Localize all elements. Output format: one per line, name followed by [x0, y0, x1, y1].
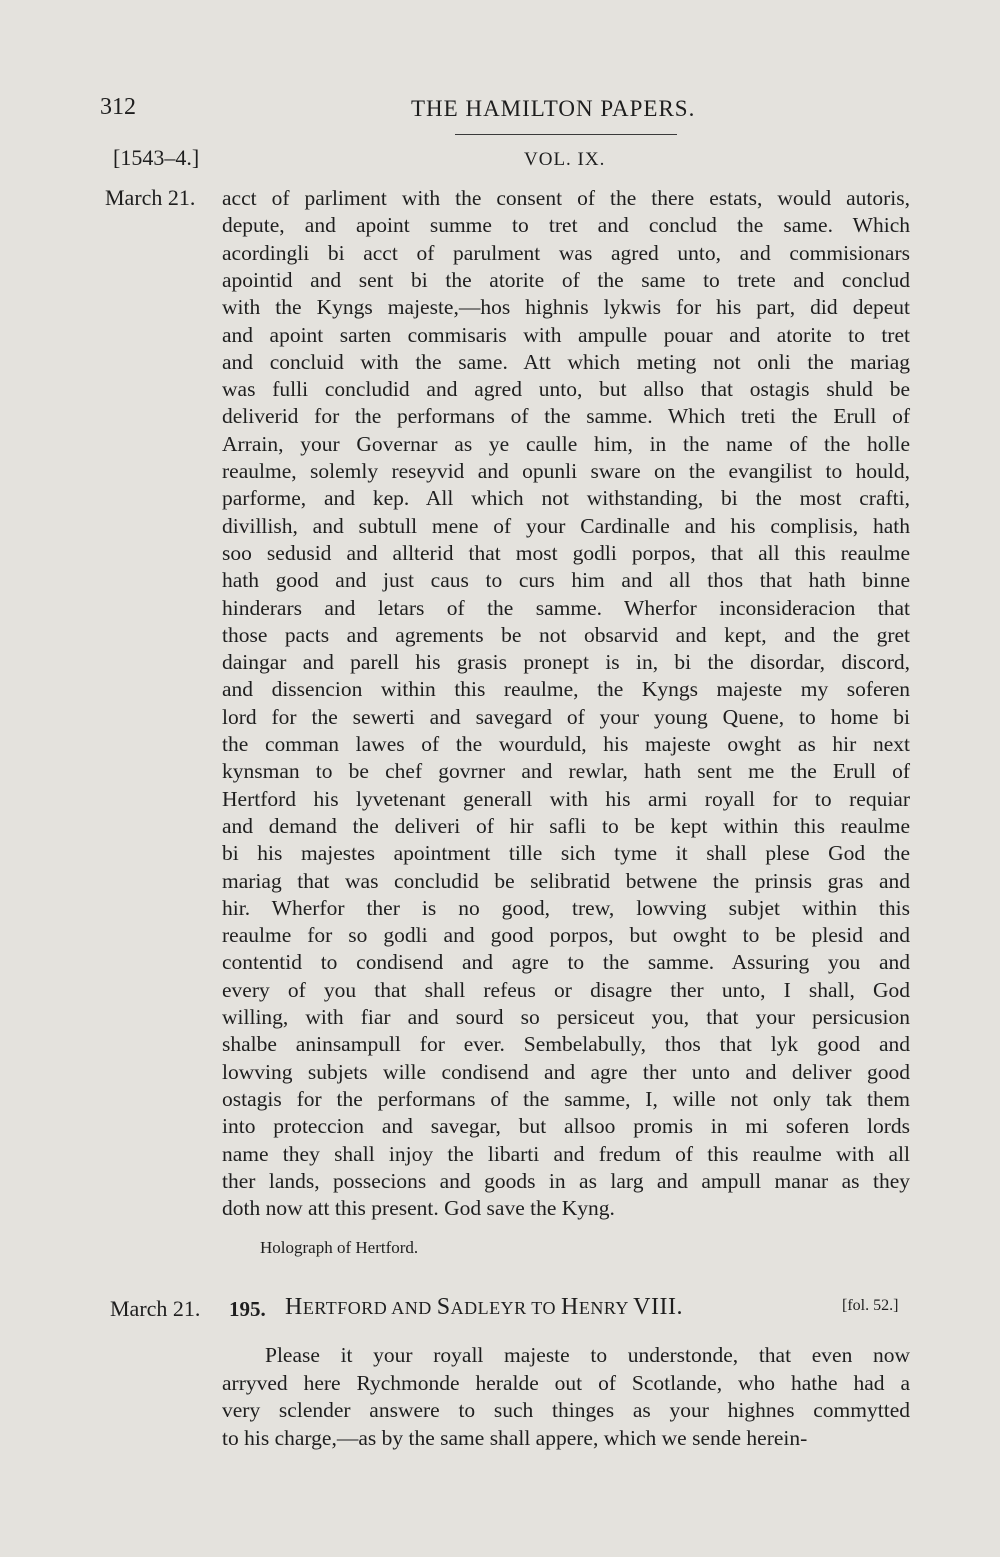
text-line: lord for the sewerti and savegard of your young Quene, to home bi [222, 704, 910, 729]
text-line: acordingli bi acct of parulment was agred unto, and commisionars [222, 240, 910, 265]
margin-date: March 21. [105, 185, 196, 210]
page-number: 312 [100, 94, 136, 120]
title-cap: VIII. [633, 1294, 683, 1320]
text-line: arryved here Rychmonde heralde out of Scotlande, who hathe had a [222, 1370, 910, 1395]
year-range: [1543–4.] [113, 145, 200, 170]
text-line: doth now att this present. God save the Kyng. [222, 1196, 615, 1221]
text-line: hir. Wherfor ther is no good, trew, lowving subjet within this [222, 895, 910, 920]
text-line: soo sedusid and allterid that most godli porpos, that all this reaulme [222, 540, 910, 565]
folio-reference: [fol. 52.] [842, 1297, 899, 1314]
text-line: mariag that was concludid be selibratid betwene the prinsis gras and [222, 868, 910, 893]
header-rule [455, 134, 677, 135]
margin-date-2: March 21. [110, 1296, 201, 1321]
text-line: Please it your royall majeste to understonde, that even now [265, 1343, 910, 1367]
text-line: with the Kyngs majeste,—hos highnis lykwis for his part, did depeut [222, 295, 910, 320]
title-cap: H [285, 1294, 303, 1320]
text-line: ostagis for the performans of the samme, I, wille not only tak them [222, 1086, 910, 1111]
text-line: reaulme for so godli and good porpos, but owght to be plesid and [222, 923, 910, 948]
title-cap: S [436, 1294, 451, 1320]
text-line: very sclender answere to such thinges as your highnes commytted [222, 1398, 910, 1422]
text-line: contentid to condisend and agre to the samme. Assuring you and [222, 950, 910, 975]
title-smallcaps: ENRY [578, 1298, 634, 1318]
volume-label: VOL. IX. [524, 149, 606, 170]
title-cap: H [560, 1294, 579, 1320]
text-line: Hertford his lyvetenant generall with his armi royall for to requiar [222, 786, 910, 811]
text-line: and demand the deliveri of hir safli to be kept within this reaulme [222, 813, 910, 838]
text-line: name they shall injoy the libarti and fredum of this reaulme with all [222, 1141, 910, 1166]
text-line: and dissencion within this reaulme, the Kyngs majeste my soferen [222, 677, 910, 702]
text-line: apointid and sent bi the atorite of the same to trete and conclud [222, 267, 910, 292]
text-line: was fulli concludid and agred unto, but allso that ostagis shuld be [222, 377, 910, 402]
text-line: shalbe aninsampull for ever. Sembelabully, thos that lyk good and [222, 1032, 910, 1057]
title-smallcaps: ADLEYR TO [450, 1298, 561, 1318]
text-line: Arrain, your Governar as ye caulle him, in the name of the holle [222, 431, 910, 456]
entry-number: 195. [229, 1297, 266, 1321]
entry-title [285, 1294, 683, 1321]
text-line: every of you that shall refeus or disagre ther unto, I shall, God [222, 977, 910, 1002]
text-line: ther lands, possecions and goods in as larg and ampull manar as they [222, 1168, 910, 1193]
holograph-note: Holograph of Hertford. [260, 1238, 419, 1257]
text-line: daingar and parell his grasis pronept is in, bi the disordar, discord, [222, 650, 910, 675]
text-line: hath good and just caus to curs him and all thos that hath binne [222, 568, 910, 593]
text-line: lowving subjets wille condisend and agre ther unto and deliver good [222, 1059, 910, 1084]
text-line: divillish, and subtull mene of your Cardinalle and his complisis, hath [222, 513, 910, 538]
text-line: willing, with fiar and sourd so persiceut you, that your persicusion [222, 1005, 910, 1029]
text-line: and concluid with the same. Att which meting not onli the mariag [222, 349, 910, 374]
text-line: to his charge,—as by the same shall appere, which we sende herein- [222, 1425, 808, 1450]
text-line: the comman lawes of the wourduld, his majeste owght as hir next [222, 732, 910, 756]
text-line: bi his majestes apointment tille sich tyme it shall plese God the [222, 841, 910, 866]
text-line: reaulme, solemly reseyvid and opunli sware on the evangilist to hould, [222, 459, 910, 483]
text-line: and apoint sarten commisaris with ampulle pouar and atorite to tret [222, 322, 910, 347]
running-head: THE HAMILTON PAPERS. [411, 96, 696, 121]
text-line: hinderars and letars of the samme. Wherfor inconsideracion that [222, 595, 910, 620]
text-line: depute, and apoint summe to tret and conclud the same. Which [222, 213, 910, 238]
title-smallcaps: ERTFORD AND [302, 1298, 437, 1318]
text-line: kynsman to be chef govrner and rewlar, hath sent me the Erull of [222, 759, 910, 784]
text-line: those pacts and agrements be not obsarvid and kept, and the gret [222, 622, 910, 647]
text-line: parforme, and kep. All which not withstanding, bi the most crafti, [222, 486, 910, 511]
text-line: into proteccion and savegar, but allsoo promis in mi soferen lords [222, 1114, 910, 1139]
text-line: deliverid for the performans of the samme. Which treti the Erull of [222, 404, 910, 429]
text-line: acct of parliment with the consent of the there estats, would autoris, [222, 186, 910, 210]
